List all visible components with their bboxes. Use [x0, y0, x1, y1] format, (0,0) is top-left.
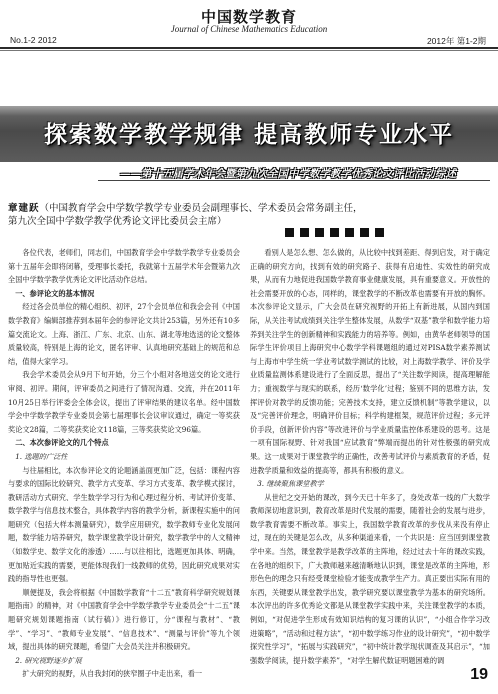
page-number: 19	[470, 666, 488, 683]
title-banner	[0, 106, 498, 162]
body-column-right	[250, 246, 490, 667]
body-paragraph: 与往届相比，本次参评论文的论题涵盖面更加广泛，包括：课程内容与要求的国际比较研究、教学方式变革、学习方式变革、教学模式探讨，教研活动方式研究、学生数学学习行为和心理过程分析、考试评价变革、数学教学与信息技术整合，具体教学内容的教学分析，新课程实施中的问题研究（包括大样本测量研究），数学应用研究，数学教师专业化发展问题，数学能力培养研究，数学课堂教学设计研究，数学教学中的人文精神（如数学史、数学文化的渗透）……与以往相比，选题更加具体、明确，更加贴近实践的需要，更能体现我们一线教师的优势，因此研究成果对实践的指导性也更强。	[8, 465, 240, 584]
square-icon	[345, 228, 354, 237]
journal-title: 中国数学教育	[200, 8, 297, 26]
decorative-squares	[285, 228, 384, 237]
header-rule-thin	[0, 50, 498, 51]
author-line-1	[8, 200, 488, 214]
square-icon	[330, 228, 339, 237]
article-title: 探索数学教学规律 提高教师专业水平	[43, 121, 454, 148]
banner-shine	[0, 106, 498, 116]
author-affiliation-1: （中国教育学会中学数学教学专业委员会副理事长、学术委员会常务副主任，	[39, 203, 363, 214]
square-icon	[300, 228, 309, 237]
square-icon	[285, 228, 294, 237]
author-affiliation-2: 第九次全国中学数学教学优秀论文评比委员会主席）	[8, 216, 227, 227]
journal-english-title: Journal of Chinese Mathematics Education	[170, 24, 328, 34]
square-icon	[360, 228, 369, 237]
issue-label-right: 2012年 第1-2期	[426, 36, 486, 46]
section-heading: 3. 继续聚焦课堂教学	[257, 479, 324, 489]
section-heading: 2. 研究视野逐步扩展	[15, 655, 82, 665]
section-heading: 1. 选题的广泛性	[15, 451, 68, 461]
author-name: 章建跃	[8, 203, 40, 214]
body-paragraph: 看别人是怎么想、怎么做的，从比较中找到差距、得到启发，对于确定正确的研究方向，找到有效的研究路子、获得有启迪性、实效性的研究成果，从而有力地促进我国数学教育事业健康发展，具有重要意义。开放性的社会需要开放的心态，同样的，课堂教学的不断改革也需要有开放的胸怀。本次参评论文显示，广大会员在研究视野的开拓上有新进展，从国内到国际，从关注考试成绩到关注学生整体发展，从数学“双基”教学和数学能力培养到关注学生的创新精神和实践能力的培养等。例如，由黄华老师领导的国际学生评价项目上海研究中心数学学科课题组的通过对PISA数学素养测试与上海市中学生统一学业考试数学测试的比较，对上海数学教学、评价及学业质量监测体系建设进行了全面反思，提出了“关注数学阅读，提高理解能力；重视数学与现实的联系，经历‘数学化’过程；鉴别不同的思维方法，发挥评价对教学的反馈功能；完善技术支持，建立反馈机制”等教学建议，以及“完善评价理念，明确评价目标；科学构建框架，规范评价过程；多元评价手段，创新评价内容”等改进评价与学业质量监控体系建设的思考。这是一项有国际视野、针对我国“应试教育”弊端而提出的针对性极强的研究成果。这一成果对于课堂教学的正确性，改善考试评价与素质教育的矛盾，促进教学质量和效益的提高等，都具有积极的意义。	[250, 248, 490, 475]
body-paragraph: 扩大研究的视野，从自我封闭的狭窄圈子中走出来，看一	[22, 669, 203, 679]
body-paragraph: 从世纪之交开始的课改，到今天已十年多了，身处改革一线的广大数学教师深切地意识到，教育改革是时代发展的需要，随着社会的发展与进步，数学教育需要不断改革。事实上，我国数学教育改革的步伐从来没有停止过，现在的关键是怎么改，从多种渠道来看，一个共识是：应当回到课堂教学中来。当然，课堂教学是教学改革的主阵地，经过过去十年的课改实践，在各地的组织下，广大教师越来越清晰地认识到，课堂是改革的主阵地，形形色色的理念只有经受课堂检验才能变成教学生产力。真正要出实际有用的东西，关键要从课堂教学出发，教学研究要以课堂教学为基本的研究场所。本次评出的许多优秀论文都是从课堂教学实践中来，关注课堂教学的本质，例如，“对促进学生形成有效知识结构的复习课的认识”，“小组合作学习改进策略”，“活动和过程方法”，“初中数学练习作业的设计研究”，“初中数学探究性学习”，“拓展与实践研究”，“初中统计教学现状调查及其启示”，“加强数学阅读，提升数学素养”，“对学生解代数证明题困难的调	[250, 492, 490, 665]
subtitle-rule	[98, 180, 490, 181]
body-column-left	[8, 246, 240, 681]
body-paragraph: 各位代表，老师们，同志们，中国教育学会中学数学教学专业委员会第十五届年会即将闭幕，受理事长委托，我就第十五届学术年会暨第九次全国中学数学教学优秀论文评比活动作总结。	[8, 248, 240, 285]
section-heading: 二、本次参评论文的几个特点	[15, 438, 109, 448]
square-icon	[315, 228, 324, 237]
header-rule	[0, 47, 498, 49]
issue-label-left: No.1-2 2012	[10, 35, 57, 45]
section-heading: 一、参评论文的基本情况	[15, 288, 95, 298]
body-paragraph: 经过各会员单位的精心组织、初评，27个会员单位和我会会刊《中国数学教育》编辑部推荐到本届年会的参评论文共计253篇，另外还有10多篇交流论文。上海、浙江、广东、北京、山东、湖北等地选送的论文整体质量较高，特别是上海的论文，匿名评审、认真地研究基础上的规范和总结，值得大家学习。	[8, 302, 240, 366]
article-subtitle: ——第十五届学术年会暨第九次全国中学数学教学优秀论文评比活动综述	[120, 168, 456, 180]
square-icon	[375, 228, 384, 237]
body-paragraph: 我会学术委员会从9月下旬开始，分三个小组对各地送交的论文进行审阅、初评。期间，评审委员之间进行了情况沟通、交流，并在2011年10月25日举行评委会全体会议，提出了评审结果的建议名单。经中国数学会中学数学教学专业委员会第七届理事长会议审议通过，确定一等奖获奖论文28篇，二等奖获奖论文118篇，三等奖获奖论文96篇。	[8, 370, 240, 434]
body-paragraph: 顺便提及，我会将根据《中国数学教育“十二五”教育科学研究规划课题指南》的精神，对《中国教育学会中学数学教学专业委员会“十二五”课题研究规划课题指南（试行稿）》进行修订，分“课程与教材”、“教学”、“学习”、“教师专业发展”、“信息技术”、“测量与评价”等九个领域，提出具体的研究课题，希望广大会员关注并积极研究。	[8, 587, 240, 652]
